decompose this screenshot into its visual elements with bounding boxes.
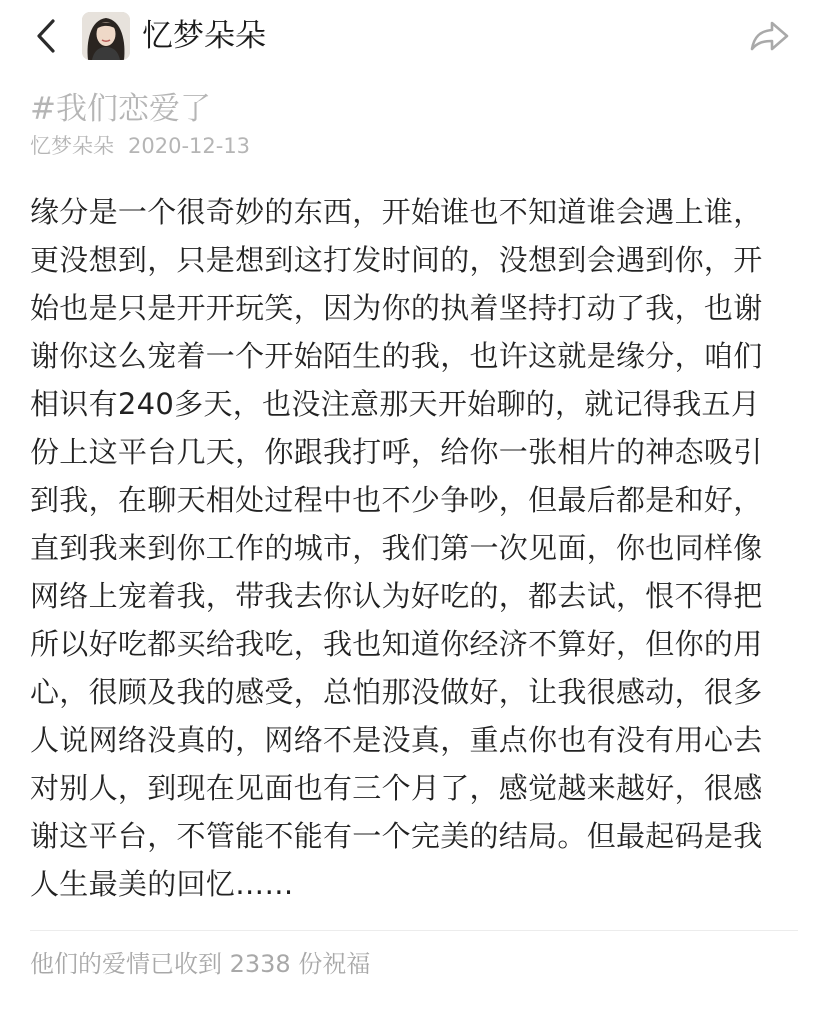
post-meta [30, 130, 800, 162]
post-header [30, 88, 800, 162]
post-body-line: 份上这平台几天，你跟我打呼，给你一张相片的神态吸引 [30, 435, 763, 469]
post-body-line: 对别人，到现在见面也有三个月了，感觉越来越好，很感 [30, 771, 763, 805]
post-body-line: 心，很顾及我的感受，总怕那没做好，让我很感动，很多 [30, 675, 763, 709]
post-body-line: 缘分是一个很奇妙的东西，开始谁也不知道谁会遇上谁， [30, 195, 763, 229]
post-body-line: 网络上宠着我，带我去你认为好吃的，都去试，恨不得把 [30, 579, 763, 613]
post-body-line: 始也是只是开开玩笑，因为你的执着坚持打动了我，也谢 [30, 291, 763, 325]
post-body-line: 到我，在聊天相处过程中也不少争吵，但最后都是和好， [30, 483, 763, 517]
topic-hashtag[interactable]: #我们恋爱了 [30, 91, 211, 127]
post-author[interactable]: 忆梦朵朵 [30, 134, 114, 158]
back-button[interactable] [26, 16, 66, 56]
top-navigation-bar [0, 0, 828, 76]
post-body-line: 相识有240多天，也没注意那天开始聊的，就记得我五月 [30, 387, 761, 421]
post-body-line: 直到我来到你工作的城市，我们第一次见面，你也同样像 [30, 531, 763, 565]
post-body [30, 188, 798, 908]
chevron-left-icon [26, 16, 66, 56]
blessing-count-text: 他们的爱情已收到 2338 份祝福 [30, 950, 371, 978]
divider [30, 930, 798, 931]
share-arrow-icon [748, 16, 792, 56]
share-button[interactable] [748, 16, 792, 56]
post-body-line: 更没想到，只是想到这打发时间的，没想到会遇到你，开 [30, 243, 763, 277]
post-date: 2020-12-13 [128, 134, 251, 158]
post-body-line: 人说网络没真的，网络不是没真，重点你也有没有用心去 [30, 723, 763, 757]
post-body-line: 所以好吃都买给我吃，我也知道你经济不算好，但你的用 [30, 627, 763, 661]
avatar[interactable] [82, 12, 130, 60]
user-avatar-image [82, 12, 130, 60]
author-name-title[interactable]: 忆梦朵朵 [142, 18, 266, 54]
post-body-line: 人生最美的回忆…… [30, 867, 294, 901]
post-body-line: 谢你这么宠着一个开始陌生的我，也许这就是缘分，咱们 [30, 339, 763, 373]
post-body-line: 谢这平台，不管能不能有一个完美的结局。但最起码是我 [30, 819, 763, 853]
